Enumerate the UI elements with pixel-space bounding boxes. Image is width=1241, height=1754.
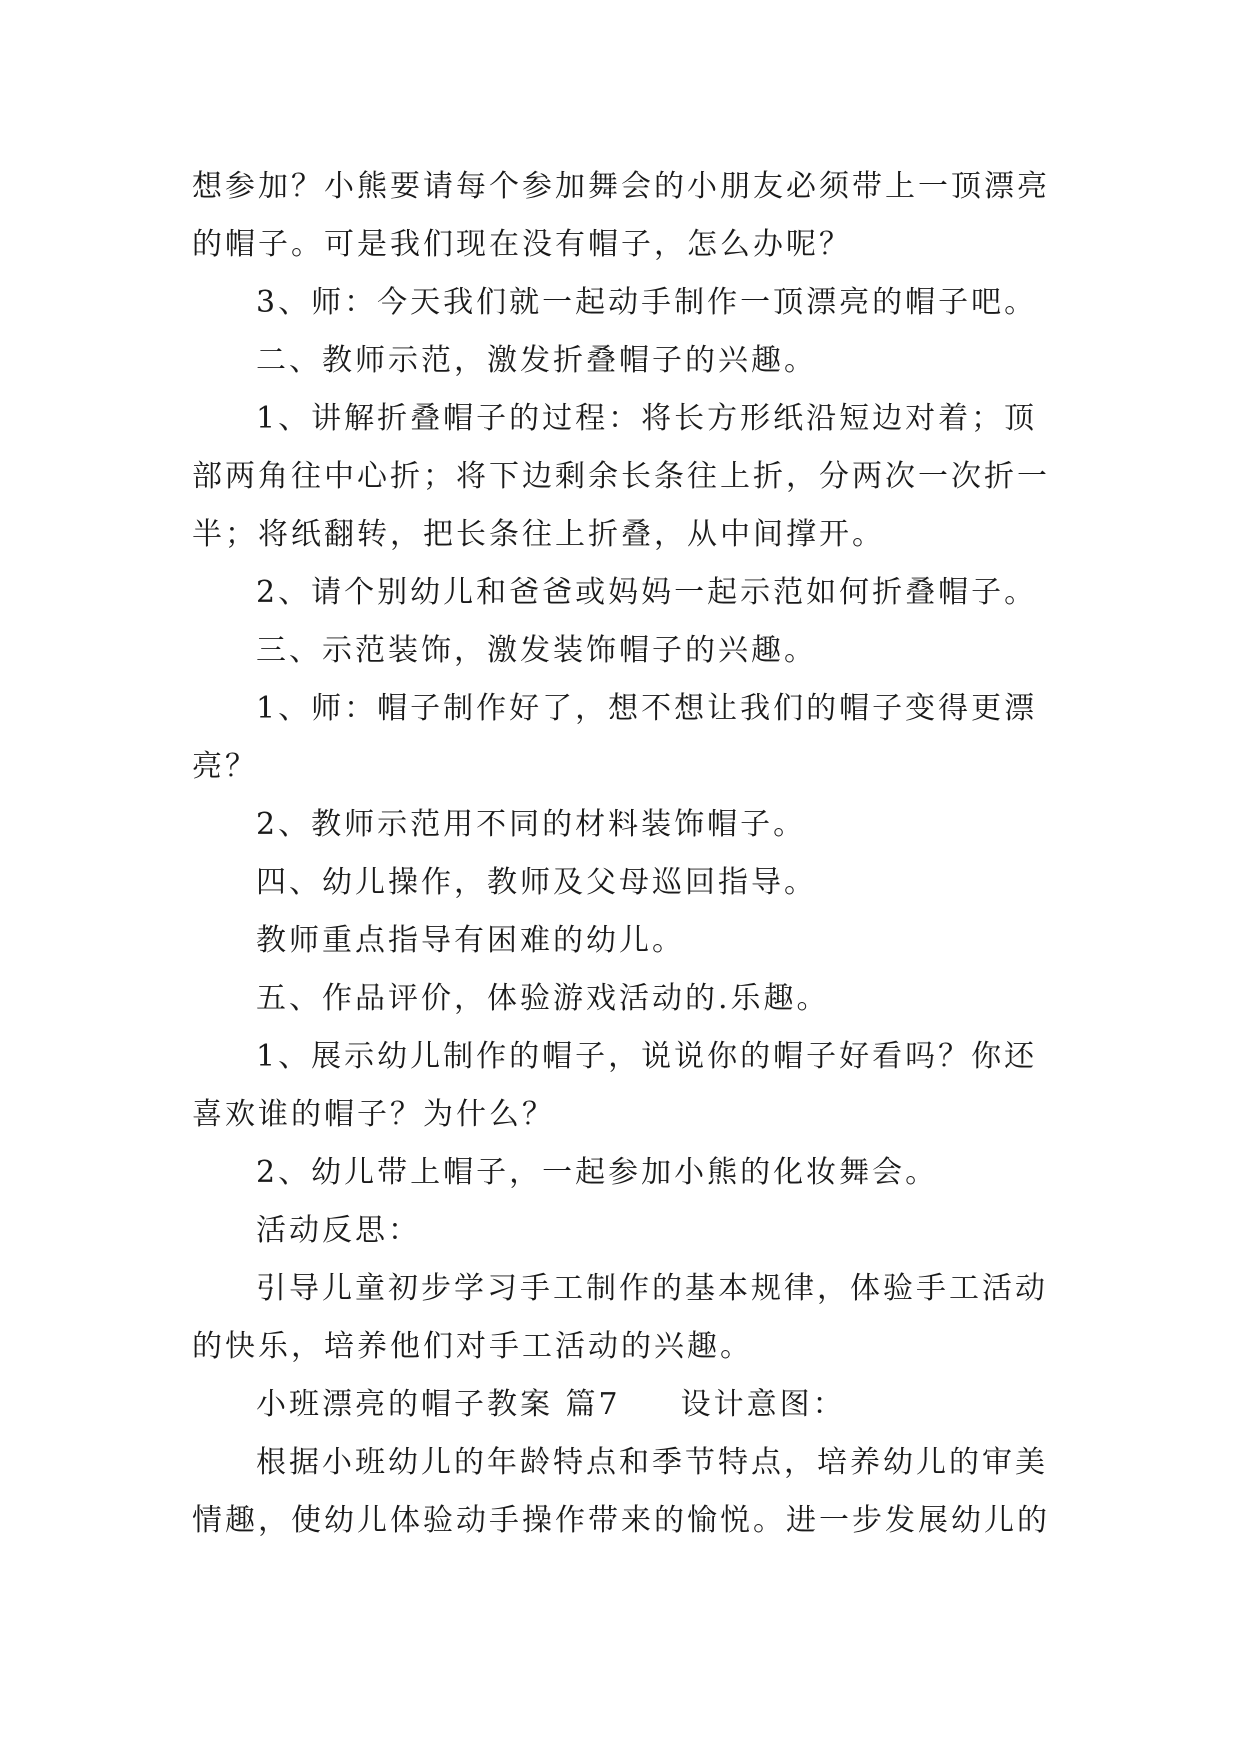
design-intent-label: 设计意图： bbox=[680, 1387, 846, 1422]
section-four-heading: 四、幼儿操作，教师及父母巡回指导。 bbox=[256, 865, 817, 900]
paragraph-guidance: 教师重点指导有困难的幼儿。 bbox=[256, 923, 685, 958]
section-heading-line bbox=[192, 1376, 1052, 1434]
section-two-heading: 二、教师示范，激发折叠帽子的兴趣。 bbox=[256, 343, 817, 378]
paragraph-demo-parents: 2、请个别幼儿和爸爸或妈妈一起示范如何折叠帽子。 bbox=[256, 575, 1038, 610]
paragraph-reflection: 引导儿童初步学习手工制作的基本规律，体验手工活动的快乐，培养他们对手工活动的兴趣。 bbox=[192, 1271, 1048, 1364]
reflection-heading: 活动反思： bbox=[256, 1213, 421, 1248]
section-three-heading: 三、示范装饰，激发装饰帽子的兴趣。 bbox=[256, 633, 817, 668]
document-body bbox=[192, 158, 1052, 1550]
paragraph-folding-process: 1、讲解折叠帽子的过程：将长方形纸沿短边对着；顶部两角往中心折；将下边剩余长条往上折，分两次一次折一半；将纸翻转，把长条往上折叠，从中间撑开。 bbox=[192, 401, 1050, 552]
paragraph-decorate-demo: 2、教师示范用不同的材料装饰帽子。 bbox=[256, 807, 807, 842]
paragraph-dance-party: 2、幼儿带上帽子，一起参加小熊的化妆舞会。 bbox=[256, 1155, 939, 1190]
section-five-heading: 五、作品评价，体验游戏活动的.乐趣。 bbox=[256, 981, 830, 1016]
paragraph-design-intent: 根据小班幼儿的年龄特点和季节特点，培养幼儿的审美情趣，使幼儿体验动手操作带来的愉悦。进一步发展幼儿的 bbox=[192, 1445, 1050, 1538]
paragraph-step-3: 3、师：今天我们就一起动手制作一顶漂亮的帽子吧。 bbox=[256, 285, 1038, 320]
paragraph-showcase: 1、展示幼儿制作的帽子，说说你的帽子好看吗？你还喜欢谁的帽子？为什么？ bbox=[192, 1039, 1038, 1132]
paragraph-decorate-question: 1、师：帽子制作好了，想不想让我们的帽子变得更漂亮？ bbox=[192, 691, 1038, 784]
paragraph-continuation: 想参加？小熊要请每个参加舞会的小朋友必须带上一顶漂亮的帽子。可是我们现在没有帽子，怎么办呢？ bbox=[192, 169, 1050, 262]
lesson-title: 小班漂亮的帽子教案 篇7 bbox=[256, 1387, 621, 1422]
